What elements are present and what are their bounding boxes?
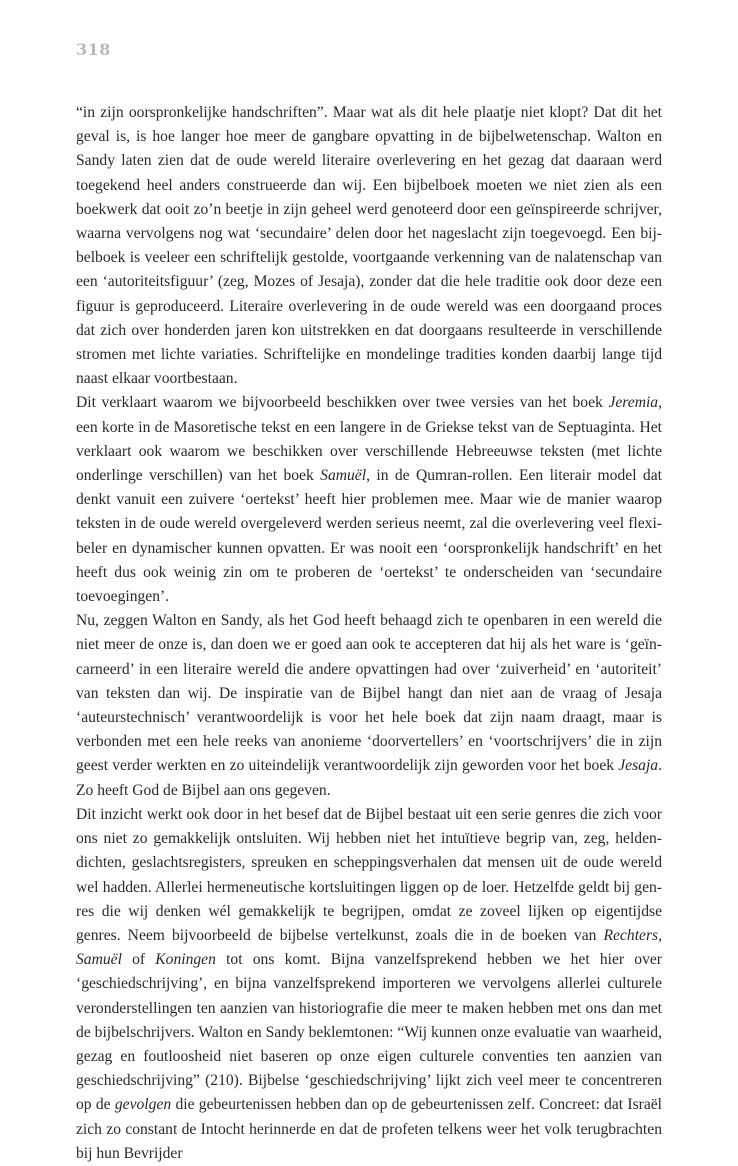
text-run: , een korte in de Masoretische tekst en een langere in de Griekse tekst van de Septuaginta. Het verklaart ook waarom we beschikken over verschillende Hebreeuwse teksten (met lichte onderlinge verschillen) van het boek <box>76 394 662 485</box>
text-run: “in zijn oorspronkelijke handschriften”. Maar wat als dit hele plaatje niet klopt? Dat dit het geval is, is hoe langer hoe meer de gangbare opvatting in de bijbelwetenschap. Walton en Sandy laten zien dat de oude wereld literaire overlevering en het gezag dat daaraan werd toegekend heel anders construeerde dan wij. Een bijbelboek moeten we niet zien als een boekwerk dat ooit zo’n beetje in zijn geheel werd genoteerd door een geïnspireerde schrijver, waarna vervolgens nog wat ‘secundaire’ delen door het nageslacht zijn toegevoegd. Een bijbelboek is veeleer een schriftelijk gestolde, voortgaande verkenning van de nalatenschap van een ‘autoriteitsfiguur’ (zeg, Mozes of Jesaja), zonder dat die hele traditie ook door deze een figuur is geproduceerd. Literaire overlevering in de oude wereld was een doorgaand proces dat zich over honderden jaren kon uitstrekken en dat doorgaans resulteerde in verschillende stromen met lichte variaties. Schriftelijke en mondelinge tradities konden daarbij lange tijd naast elkaar voortbestaan. <box>76 104 662 388</box>
italic-title: Jesaja <box>618 757 659 775</box>
italic-title: Samuël <box>76 951 122 969</box>
paragraph-3 <box>76 609 662 803</box>
paragraph-2 <box>76 391 662 609</box>
text-run: tot ons komt. Bijna vanzelfsprekend hebben we het hier over ‘geschiedschrijving’, en bijna vanzelfsprekend importeren we vervolgens allerlei culturele veronderstellingen ten aanzien van historiografie die meer te maken hebben met ons dan met de bijbelschrijvers. Walton en Sandy beklemtonen: “Wij kunnen onze evaluatie van waarheid, gezag en foutloosheid niet baseren op onze eigen culturele conventies ten aanzien van geschiedschrijving” (210). Bijbelse ‘geschiedschrijving’ lijkt zich veel meer te concentreren op de <box>76 951 662 1114</box>
text-run: of <box>121 951 156 969</box>
text-run: die gebeurtenissen hebben dan op de gebeurtenissen zelf. Concreet: dat Israël zich zo constant de Intocht herinnerde en dat de profeten telkens weer het volk terugbrachten bij hun Bevrijder <box>76 1096 663 1162</box>
body-text <box>76 101 662 1166</box>
italic-title: gevolgen <box>114 1096 172 1114</box>
text-run: Dit verklaart waarom we bijvoorbeeld beschikken over twee versies van het boek <box>76 394 609 412</box>
paragraph-4 <box>76 803 662 1166</box>
italic-title: Samuël <box>320 467 367 485</box>
text-run: . Zo heeft God de Bijbel aan ons gegeven. <box>76 757 662 799</box>
text-run: , <box>658 926 662 944</box>
italic-title: Jeremia <box>608 394 659 412</box>
italic-title: Koningen <box>155 951 216 969</box>
paragraph-1 <box>76 101 662 391</box>
text-run: , in de Qumran-rollen. Een literair model dat denkt vanuit een zuivere ‘oertekst’ heeft hier problemen mee. Maar wie de manier waarop teksten in de oude wereld overgeleverd werden serieus neemt, zal die overlevering veel flexibeler en dynamischer kunnen opvatten. Er was nooit een ‘oorspronkelijk handschrift’ en het heeft dus ook weinig zin om te proberen de ‘oertekst’ te onderscheiden van ‘secundaire toevoegingen’. <box>76 467 662 606</box>
page-number: 318 <box>76 40 111 59</box>
text-run: Nu, zeggen Walton en Sandy, als het God heeft behaagd zich te openbaren in een wereld die niet meer de onze is, dan doen we er goed aan ook te accepteren dat hij als het ware is ‘geïncarneerd’ in een literaire wereld die andere opvattingen had over ‘zuiverheid’ en ‘autoriteit’ van teksten dan wij. De inspiratie van de Bijbel hangt dan niet aan de vraag of Jesaja ‘auteurstechnisch’ verantwoordelijk is voor het hele boek dat zijn naam draagt, maar is verbonden met een hele reeks van anonieme ‘doorvertellers’ en ‘voortschrijvers’ die in zijn geest verder werkten en zo uiteindelijk verantwoordelijk zijn geworden voor het boek <box>76 612 662 775</box>
text-run: Dit inzicht werkt ook door in het besef dat de Bijbel bestaat uit een serie genres die zich voor ons niet zo gemakkelijk ontsluiten. Wij hebben niet het intuïtieve begrip van, zeg, heldendichten, geslachtsregisters, spreuken en scheppingsverhalen dat mensen uit de oude wereld wel hadden. Allerlei hermeneutische kortsluitingen liggen op de loer. Hetzelfde geldt bij genres die wij denken wél gemakkelijk te begrijpen, omdat ze zoveel lijken op eigentijdse genres. Neem bijvoorbeeld de bijbelse vertelkunst, zoals die in de boeken van <box>76 805 662 944</box>
italic-title: Rechters <box>603 926 659 944</box>
